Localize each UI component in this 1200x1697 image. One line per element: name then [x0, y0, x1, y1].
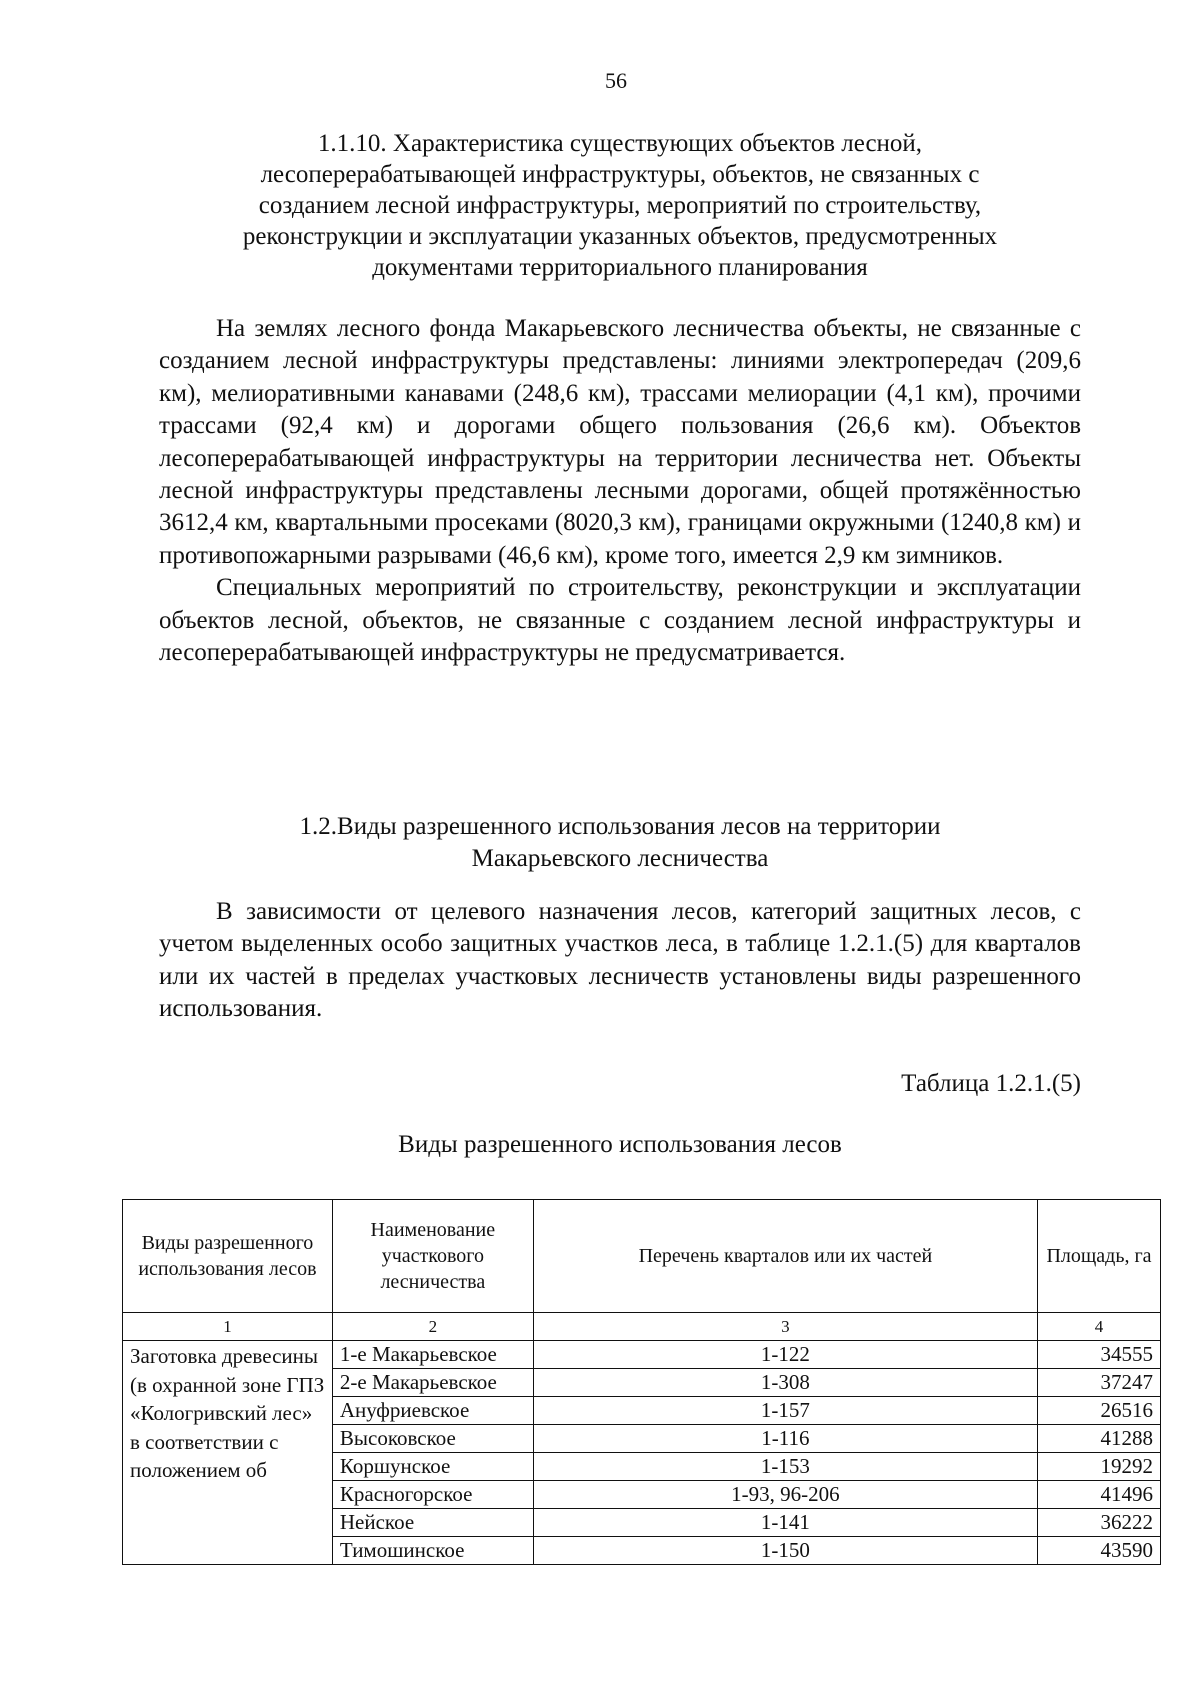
quarters-cell: 1-116: [533, 1425, 1037, 1453]
quarters-cell: 1-308: [533, 1369, 1037, 1397]
area-cell: 36222: [1038, 1509, 1161, 1537]
quarters-cell: 1-157: [533, 1397, 1037, 1425]
paragraph: На землях лесного фонда Макарьевского лесничества объекты, не связанные с созданием лесной инфраструктуры представлены: линиями электропередач (209,6 км), мелиоративными канавами (248,6 км), трассами мелиорации (4,1 км), прочими трассами (92,4 км) и дорогами общего пользования (26,6 км). Объектов лесоперерабатывающей инфраструктуры на территории лесничества нет. Объекты лесной инфраструктуры представлены лесными дорогами, общей протяжённостью 3612,4 км, квартальными просеками (8020,3 км), границами окружными (1240,8 км) и противопожарными разрывами (46,6 км), кроме того, имеется 2,9 км зимников.: [159, 315, 1081, 569]
section-title-line: созданием лесной инфраструктуры, мероприятий по строительству,: [258, 192, 982, 219]
forestry-cell: Коршунское: [332, 1453, 533, 1481]
subsection-title-line: Макарьевского лесничества: [471, 845, 769, 872]
page-number: 56: [605, 68, 627, 93]
subsection-body: [159, 896, 1081, 1026]
section-title-line: документами территориального планирования: [372, 254, 868, 281]
forestry-cell: Тимошинское: [332, 1537, 533, 1565]
column-number: 2: [332, 1313, 533, 1341]
forestry-cell: Нейское: [332, 1509, 533, 1537]
quarters-cell: 1-153: [533, 1453, 1037, 1481]
use-types-table: [122, 1199, 1161, 1565]
area-cell: 26516: [1038, 1397, 1161, 1425]
header-use-type: Виды разрешенного использования лесов: [123, 1200, 333, 1313]
forestry-cell: Высоковское: [332, 1425, 533, 1453]
column-number: 3: [533, 1313, 1037, 1341]
paragraph: Специальных мероприятий по строительству, реконструкции и эксплуатации объектов лесной, объектов, не связанные с созданием лесной инфраструктуры и лесоперерабатывающей инфраструктуры не предусматривается.: [159, 574, 1081, 667]
area-cell: 37247: [1038, 1369, 1161, 1397]
use-type-cell: Заготовка древесины (в охранной зоне ГПЗ «Кологривский лес» в соответствии с положением об: [123, 1341, 333, 1565]
forestry-cell: 2-е Макарьевское: [332, 1369, 533, 1397]
area-cell: 34555: [1038, 1341, 1161, 1369]
section-title-line: лесоперерабатывающей инфраструктуры, объектов, не связанных с: [260, 161, 980, 188]
header-area: Площадь, га: [1038, 1200, 1161, 1313]
section-title-line: реконструкции и эксплуатации указанных объектов, предусмотренных: [242, 223, 998, 250]
table-title: Виды разрешенного использования лесов: [398, 1131, 842, 1158]
header-quarters: Перечень кварталов или их частей: [533, 1200, 1037, 1313]
subsection-title: [160, 811, 1080, 875]
forestry-cell: 1-е Макарьевское: [332, 1341, 533, 1369]
column-number: 4: [1038, 1313, 1161, 1341]
forestry-cell: Красногорское: [332, 1481, 533, 1509]
table-row: [123, 1341, 1161, 1369]
area-cell: 19292: [1038, 1453, 1161, 1481]
quarters-cell: 1-141: [533, 1509, 1037, 1537]
subsection-title-line: 1.2.Виды разрешенного использования лесов на территории: [299, 813, 941, 840]
section-title-line: 1.1.10. Характеристика существующих объектов лесной,: [317, 130, 923, 157]
quarters-cell: 1-122: [533, 1341, 1037, 1369]
area-cell: 41288: [1038, 1425, 1161, 1453]
area-cell: 43590: [1038, 1537, 1161, 1565]
column-number-row: [123, 1313, 1161, 1341]
table-label: Таблица 1.2.1.(5): [901, 1070, 1081, 1097]
column-number: 1: [123, 1313, 333, 1341]
section-body: [159, 313, 1081, 669]
forestry-cell: Ануфриевское: [332, 1397, 533, 1425]
table-header-row: [123, 1200, 1161, 1313]
quarters-cell: 1-150: [533, 1537, 1037, 1565]
header-forestry: Наименование участкового лесничества: [332, 1200, 533, 1313]
section-title: [160, 128, 1080, 283]
quarters-cell: 1-93, 96-206: [533, 1481, 1037, 1509]
area-cell: 41496: [1038, 1481, 1161, 1509]
paragraph: В зависимости от целевого назначения лесов, категорий защитных лесов, с учетом выделенных особо защитных участков леса, в таблице 1.2.1.(5) для кварталов или их частей в пределах участковых лесничеств установлены виды разрешенного использования.: [159, 898, 1081, 1023]
